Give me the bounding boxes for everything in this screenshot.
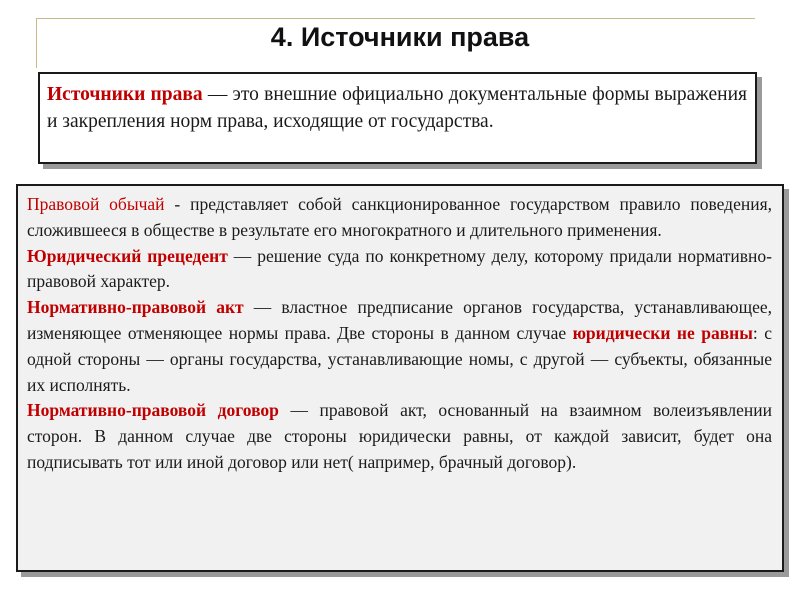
- source-description: - представляет собой санкционированное государством правило поведения, сложившееся в обществе в результате его многократного и длительного применения.: [27, 194, 772, 240]
- source-term: Нормативно-правовой договор: [27, 400, 279, 421]
- source-description: — правовой акт, основанный на взаимном волеизъявлении сторон. В данном случае две стороны юридически равны, от каждой зависит, будет она подписывать тот или иной договор или нет( например, брачный договор).: [27, 400, 772, 472]
- sources-list-box: [16, 184, 784, 572]
- definition-box: [38, 72, 757, 164]
- definition-text: — это внешние официально документальные формы выражения и закрепления норм права, исходящие от государства.: [47, 84, 747, 132]
- source-description: — решение суда по конкретному делу, которому придали нормативно-правовой характер.: [27, 245, 772, 292]
- source-term: Нормативно-правовой акт: [27, 297, 244, 318]
- source-item-normative-contract: [27, 398, 772, 475]
- definition-term: Источники права: [47, 84, 203, 105]
- source-item-normative-act: [27, 295, 772, 398]
- source-term: Правовой обычай: [27, 194, 165, 214]
- slide-title: 4. Источники права: [270, 22, 530, 52]
- source-description-end: : с одной стороны — органы государства, устанавливающие номы, с другой — субъекты, обязанные их исполнять.: [27, 322, 772, 395]
- title-frame-top-line: [36, 18, 755, 19]
- source-emphasis: юридически не равны: [572, 322, 753, 343]
- source-item-custom: [27, 192, 772, 244]
- source-description: — властное предписание органов государства, устанавливающее, изменяющее отменяющее нормы права. Две стороны в данном случае: [27, 297, 772, 343]
- source-item-precedent: [27, 244, 772, 296]
- source-term: Юридический прецедент: [27, 245, 228, 266]
